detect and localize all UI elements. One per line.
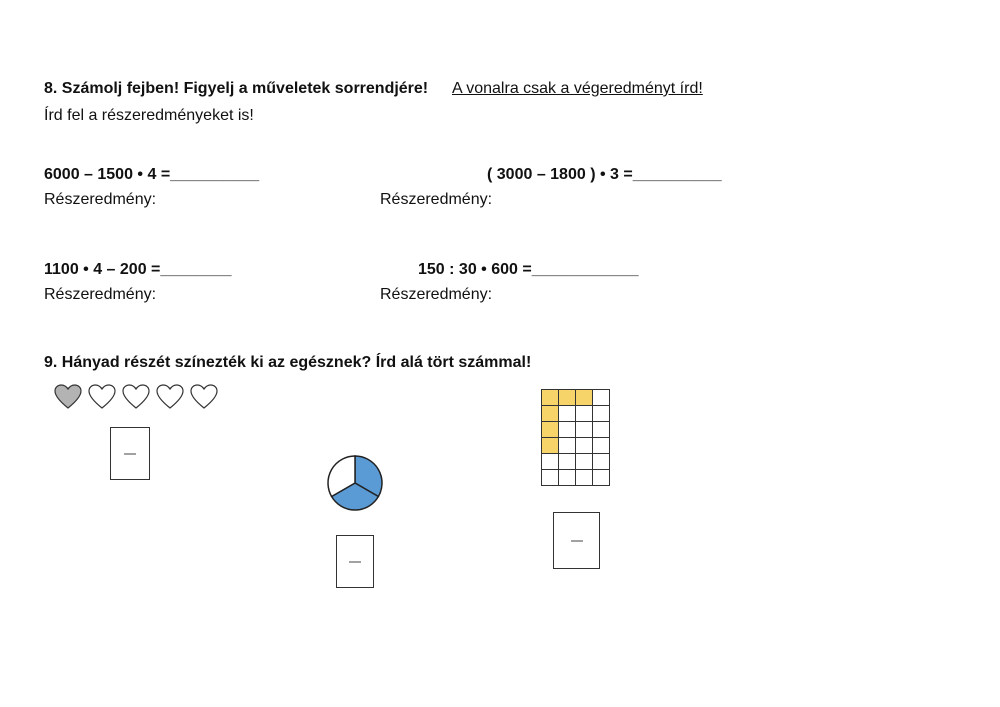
grid-cell-empty	[576, 454, 593, 470]
heart-filled-icon	[54, 384, 82, 410]
grid-cell-empty	[593, 438, 610, 454]
grid-cell-empty	[576, 470, 593, 486]
grid-cell-empty	[593, 422, 610, 438]
heart-empty-icon	[156, 384, 184, 410]
grid-cell-empty	[576, 438, 593, 454]
grid-cell-empty	[576, 422, 593, 438]
grid-cell-empty	[593, 406, 610, 422]
grid-cell-empty	[593, 470, 610, 486]
grid-cell-filled	[542, 406, 559, 422]
grid-cell-empty	[559, 422, 576, 438]
grid-cell-empty	[559, 438, 576, 454]
grid-cell-empty	[576, 406, 593, 422]
exercise-2-expression[interactable]: ( 3000 – 1800 ) • 3 =__________	[487, 166, 722, 183]
answer-box-hearts[interactable]	[110, 427, 150, 480]
grid-cell-empty	[559, 406, 576, 422]
grid-cell-filled	[542, 422, 559, 438]
exercise-1-partial-label: Részeredmény:	[44, 191, 157, 208]
exercise-4-expression[interactable]: 150 : 30 • 600 =____________	[418, 261, 639, 278]
heart-empty-icon	[122, 384, 150, 410]
exercise-1-expression[interactable]: 6000 – 1500 • 4 =__________	[44, 166, 260, 183]
grid-cell-empty	[542, 470, 559, 486]
grid-figure	[541, 389, 610, 486]
grid-cell-empty	[593, 390, 610, 406]
heart-empty-icon	[88, 384, 116, 410]
grid-cell-filled	[542, 390, 559, 406]
task8-subtitle: Írd fel a részeredményeket is!	[44, 107, 254, 124]
grid-cell-filled	[542, 438, 559, 454]
heart-empty-icon	[190, 384, 218, 410]
task9-title: 9. Hányad részét színezték ki az egésznek? Írd alá tört számmal!	[44, 354, 532, 371]
exercise-3-partial-label: Részeredmény:	[44, 286, 157, 303]
hearts-figure	[54, 384, 218, 410]
exercise-3-expression[interactable]: 1100 • 4 – 200 =________	[44, 261, 232, 278]
grid-cell-filled	[559, 390, 576, 406]
pie-figure	[325, 453, 385, 513]
exercise-4-partial-label: Részeredmény:	[380, 286, 493, 303]
task8-instruction: A vonalra csak a végeredményt írd!	[452, 80, 703, 97]
grid-cell-empty	[559, 454, 576, 470]
grid-cell-empty	[593, 454, 610, 470]
task8-title: 8. Számolj fejben! Figyelj a műveletek sorrendjére!	[44, 80, 429, 97]
answer-box-pie[interactable]	[336, 535, 374, 588]
grid-cell-filled	[576, 390, 593, 406]
grid-cell-empty	[542, 454, 559, 470]
exercise-2-partial-label: Részeredmény:	[380, 191, 493, 208]
grid-cell-empty	[559, 470, 576, 486]
answer-box-grid[interactable]	[553, 512, 600, 569]
